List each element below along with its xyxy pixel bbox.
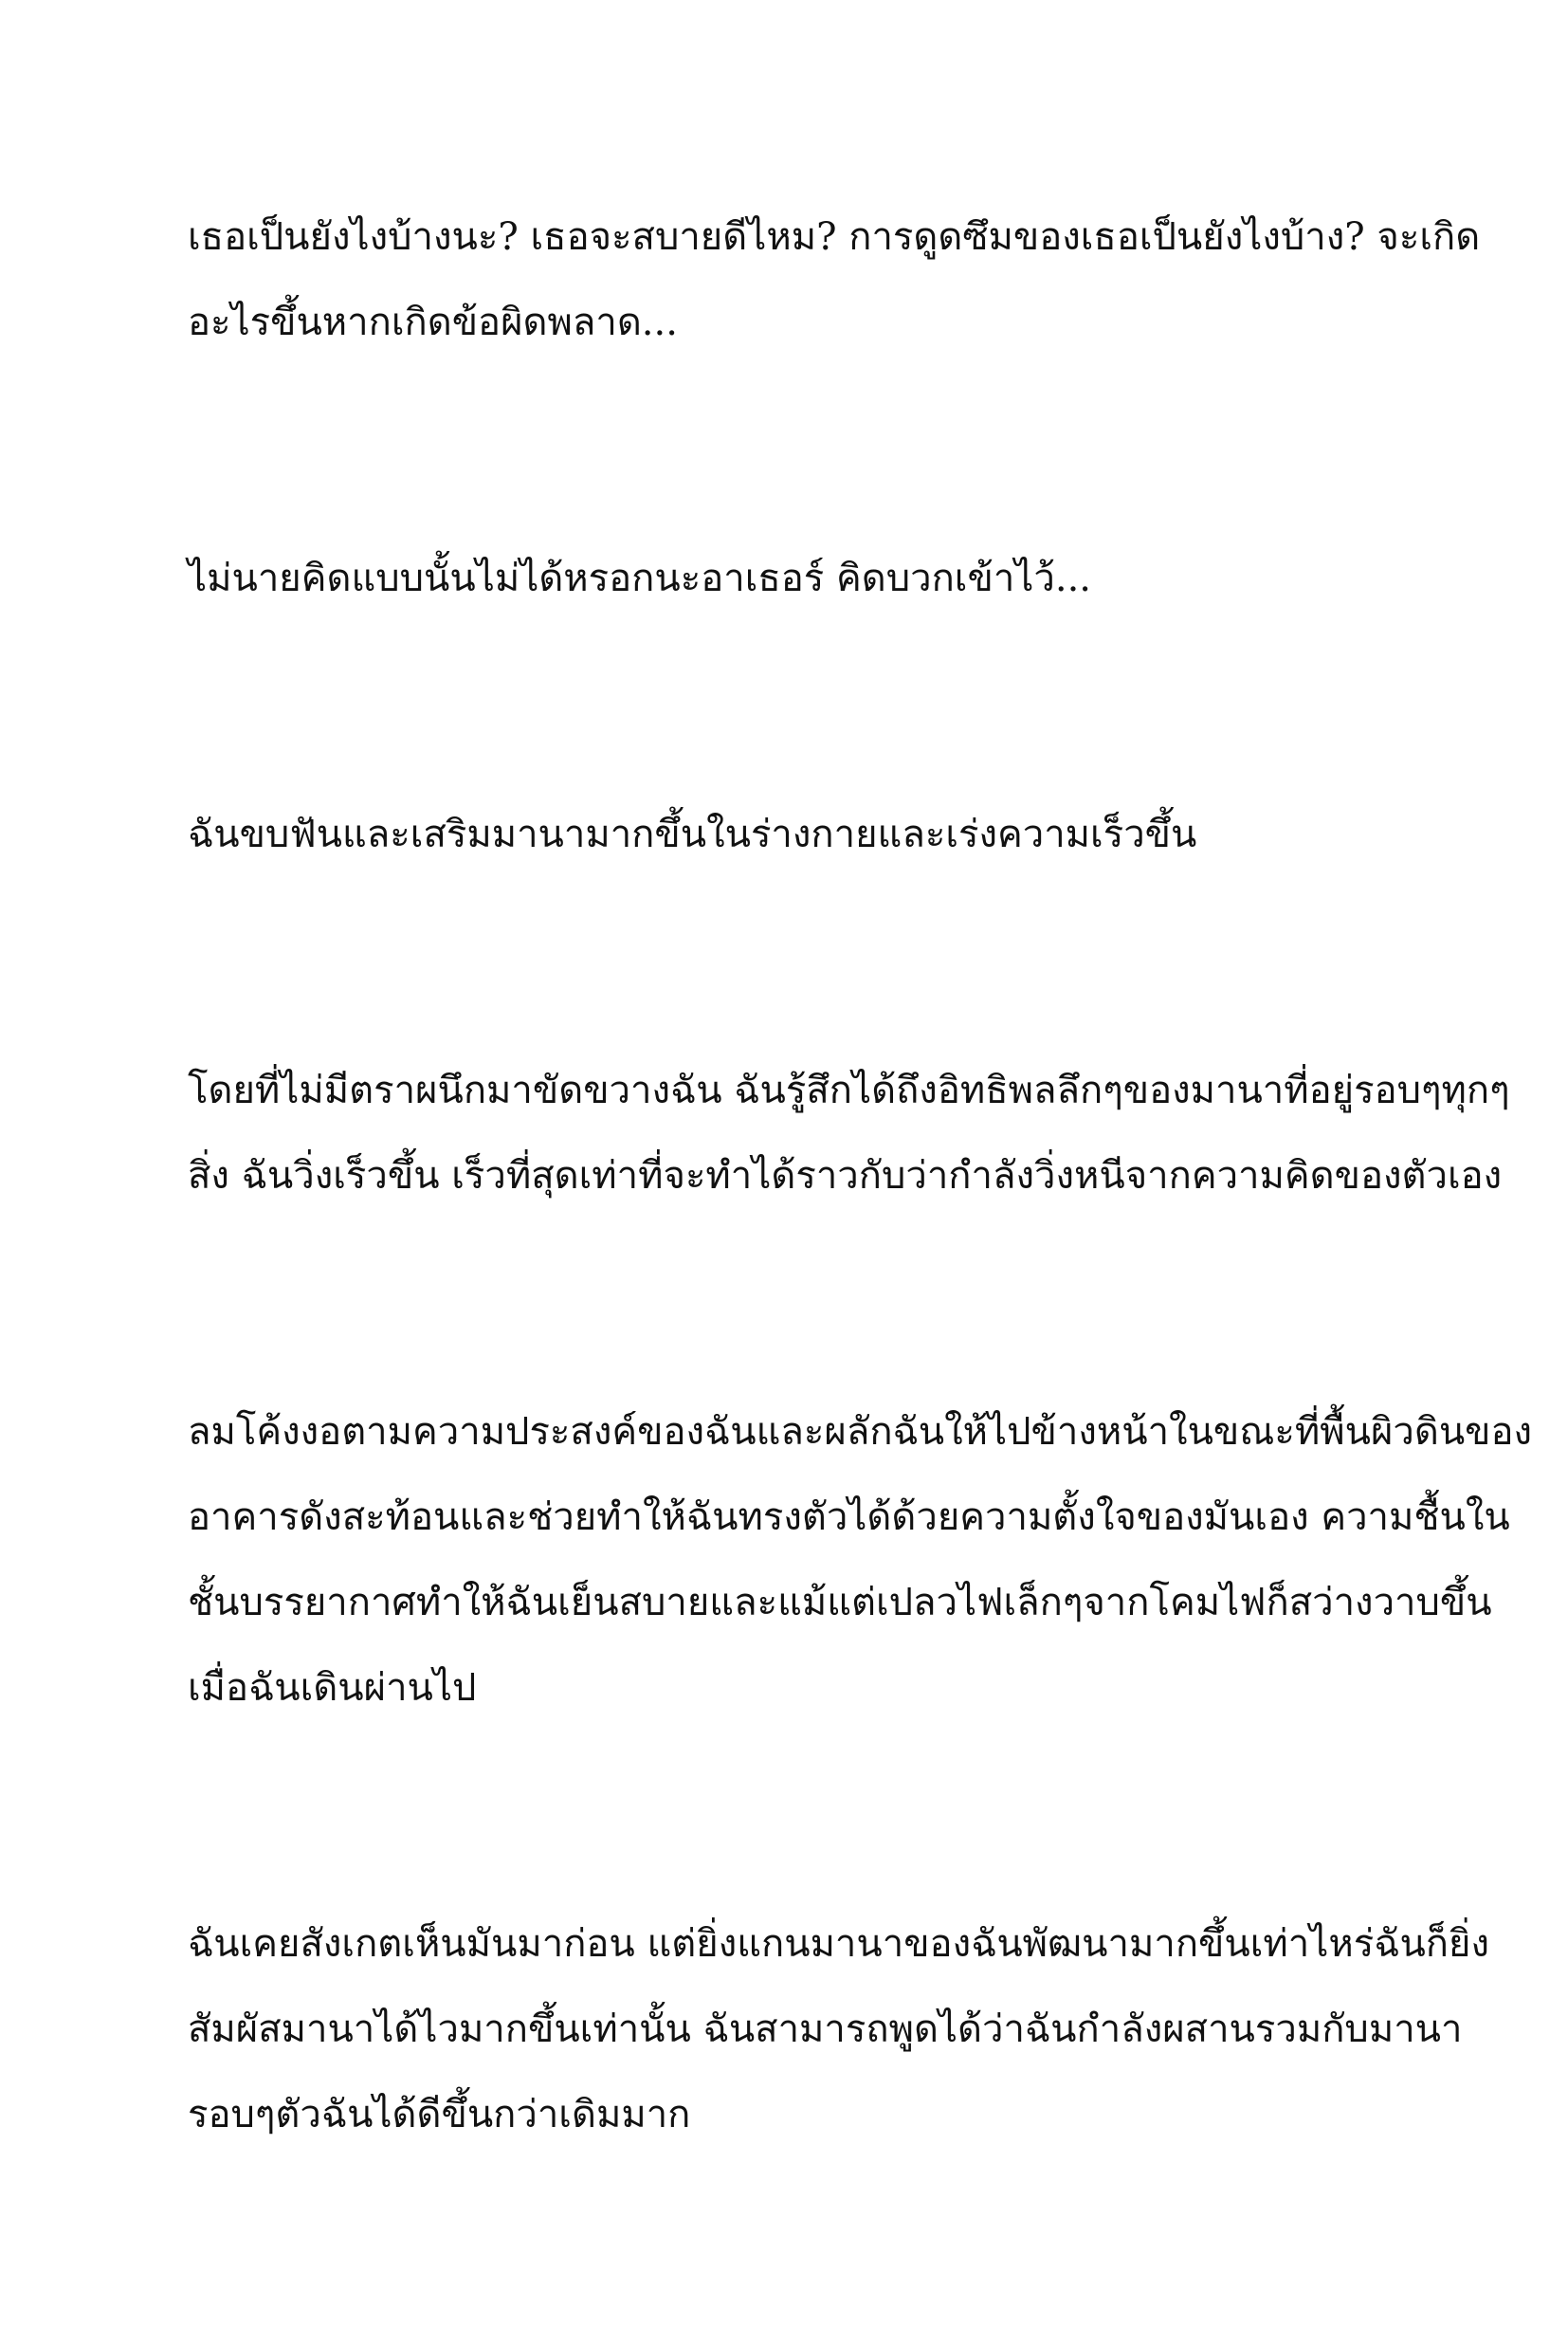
paragraph-line: เธอเป็นยังไงบ้างนะ? เธอจะสบายดีไหม? การดูดซึมของเธอเป็นยังไงบ้าง? จะเกิด — [188, 215, 1481, 259]
paragraph-line: ฉันขบฟันและเสริมมานามากขึ้นในร่างกายและเร่งความเร็วขึ้น — [188, 813, 1197, 856]
document-body — [188, 194, 1533, 2328]
paragraph-line: เมื่อฉันเดินผ่านไป — [188, 1666, 477, 1710]
paragraph-line: สัมผัสมานาได้ไวมากขึ้นเท่านั้น ฉันสามารถพูดได้ว่าฉันกำลังผสานรวมกับมานา — [188, 2007, 1463, 2051]
paragraph-line: อะไรขึ้นหากเกิดข้อผิดพลาด... — [188, 301, 678, 344]
paragraph-line: ชั้นบรรยากาศทำให้ฉันเย็นสบายและแม้แต่เปลวไฟเล็กๆจากโคมไฟก็สว่างวาบขึ้น — [188, 1581, 1492, 1624]
paragraph-line: อาคารดังสะท้อนและช่วยทำให้ฉันทรงตัวได้ด้วยความตั้งใจของมันเอง ความชื้นใน — [188, 1495, 1510, 1539]
paragraph-line: ลมโค้งงอตามความประสงค์ของฉันและผลักฉันให้ไปข้างหน้าในขณะที่พื้นผิวดินของ — [188, 1410, 1533, 1454]
paragraph-line: โดยที่ไม่มีตราผนึกมาขัดขวางฉัน ฉันรู้สึกได้ถึงอิทธิพลลึกๆของมานาที่อยู่รอบๆทุกๆ — [188, 1069, 1510, 1112]
paragraph-4 — [188, 1048, 1510, 1219]
paragraph-line: รอบๆตัวฉันได้ดีขึ้นกว่าเดิมมาก — [188, 2093, 691, 2136]
paragraph-1 — [188, 194, 1481, 365]
paragraph-6 — [188, 1901, 1489, 2157]
paragraph-3 — [188, 792, 1392, 877]
paragraph-line: สิ่ง ฉันวิ่งเร็วขึ้น เร็วที่สุดเท่าที่จะทำได้ราวกับว่ากำลังวิ่งหนีจากความคิดของตัวเอง — [188, 1154, 1503, 1198]
paragraph-5 — [188, 1389, 1533, 1731]
paragraph-line: ไม่นายคิดแบบนั้นไม่ได้หรอกนะอาเธอร์ คิดบวกเข้าไว้... — [188, 557, 1092, 600]
paragraph-2 — [188, 536, 1392, 621]
paragraph-line: ฉันเคยสังเกตเห็นมันมาก่อน แต่ยิ่งแกนมานาของฉันพัฒนามากขึ้นเท่าไหร่ฉันก็ยิ่ง — [188, 1922, 1489, 1966]
